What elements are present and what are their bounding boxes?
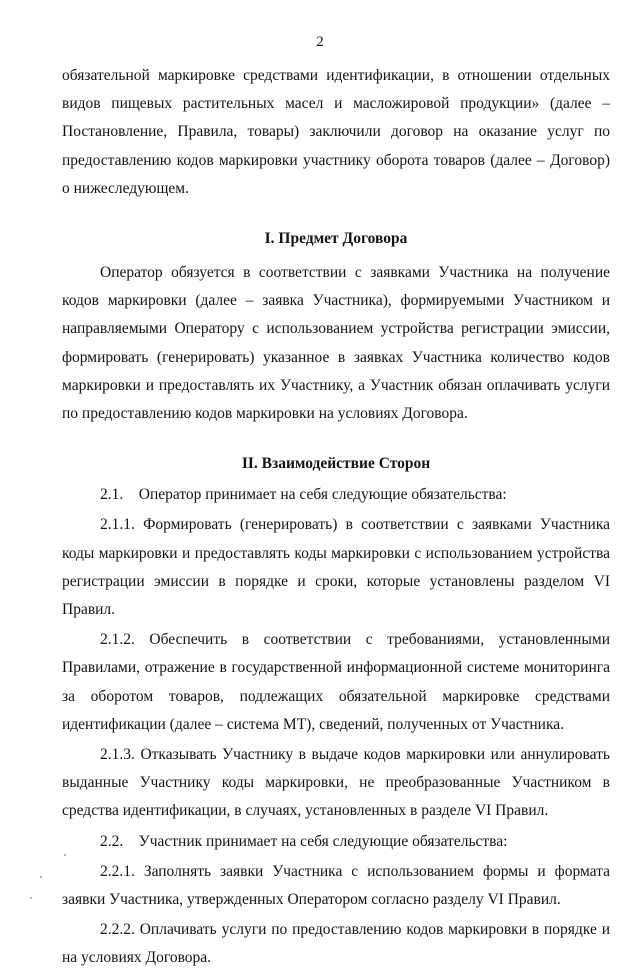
document-body bbox=[62, 62, 610, 973]
clause-2-2-2: 2.2.2. Оплачивать услуги по предоставлению кодов маркировки в порядке и на условиях Договора. bbox=[62, 921, 610, 967]
scan-speck bbox=[30, 897, 32, 899]
clause-2-1: 2.1. Оператор принимает на себя следующие обязательства: bbox=[100, 486, 507, 504]
section-1-title: I. Предмет Договора bbox=[264, 230, 408, 248]
clause-2-2-1: 2.2.1. Заполнять заявки Участника с использованием формы и формата заявки Участника, утвержденных Оператором согласно разделу VI Правил. bbox=[62, 862, 610, 909]
scan-speck bbox=[64, 854, 66, 856]
clause-2-1-2: 2.1.2. Обеспечить в соответствии с требованиями, установленными Правилами, отражение в государственной информационной системе мониторинга за оборотом товаров, подлежащих обязательной маркировке средствами идентификации (далее – система МТ), сведений, полученных от Участника. bbox=[62, 631, 610, 733]
intro-paragraph: обязательной маркировке средствами идентификации, в отношении отдельных видов пищевых растительных масел и масложировой продукции» (далее – Постановление, Правила, товары) заключили договор на оказание услуг по предоставлению кодов маркировки участнику оборота товаров (далее – Договор) о нижеследующем. bbox=[62, 67, 610, 197]
clause-2-2: 2.2. Участник принимает на себя следующие обязательства: bbox=[100, 832, 508, 850]
clause-2-1-3: 2.1.3. Отказывать Участнику в выдаче кодов маркировки или аннулировать выданные Участнику коды маркировки, не преобразованные Участником в средства идентификации, в случаях, установленных в разделе VI Правил. bbox=[62, 746, 610, 820]
section-1-paragraph: Оператор обязуется в соответствии с заявками Участника на получение кодов маркировки (далее – заявка Участника), формируемыми Участником и направляемыми Оператору с использованием устройства регистрации эмиссии, формировать (генерировать) указанное в заявках Участника количество кодов маркировки и предоставлять их Участнику, а Участник обязан оплачивать услуги по предоставлению кодов маркировки на условиях Договора. bbox=[62, 264, 610, 423]
clause-2-1-1: 2.1.1. Формировать (генерировать) в соответствии с заявками Участника коды маркировки и предоставлять коды маркировки с использованием устройства регистрации эмиссии в порядке и сроки, которые установлены разделом VI Правил. bbox=[62, 516, 610, 619]
scan-speck bbox=[40, 876, 42, 878]
section-2-title: II. Взаимодействие Сторон bbox=[241, 455, 431, 473]
page-number: 2 bbox=[316, 34, 324, 50]
